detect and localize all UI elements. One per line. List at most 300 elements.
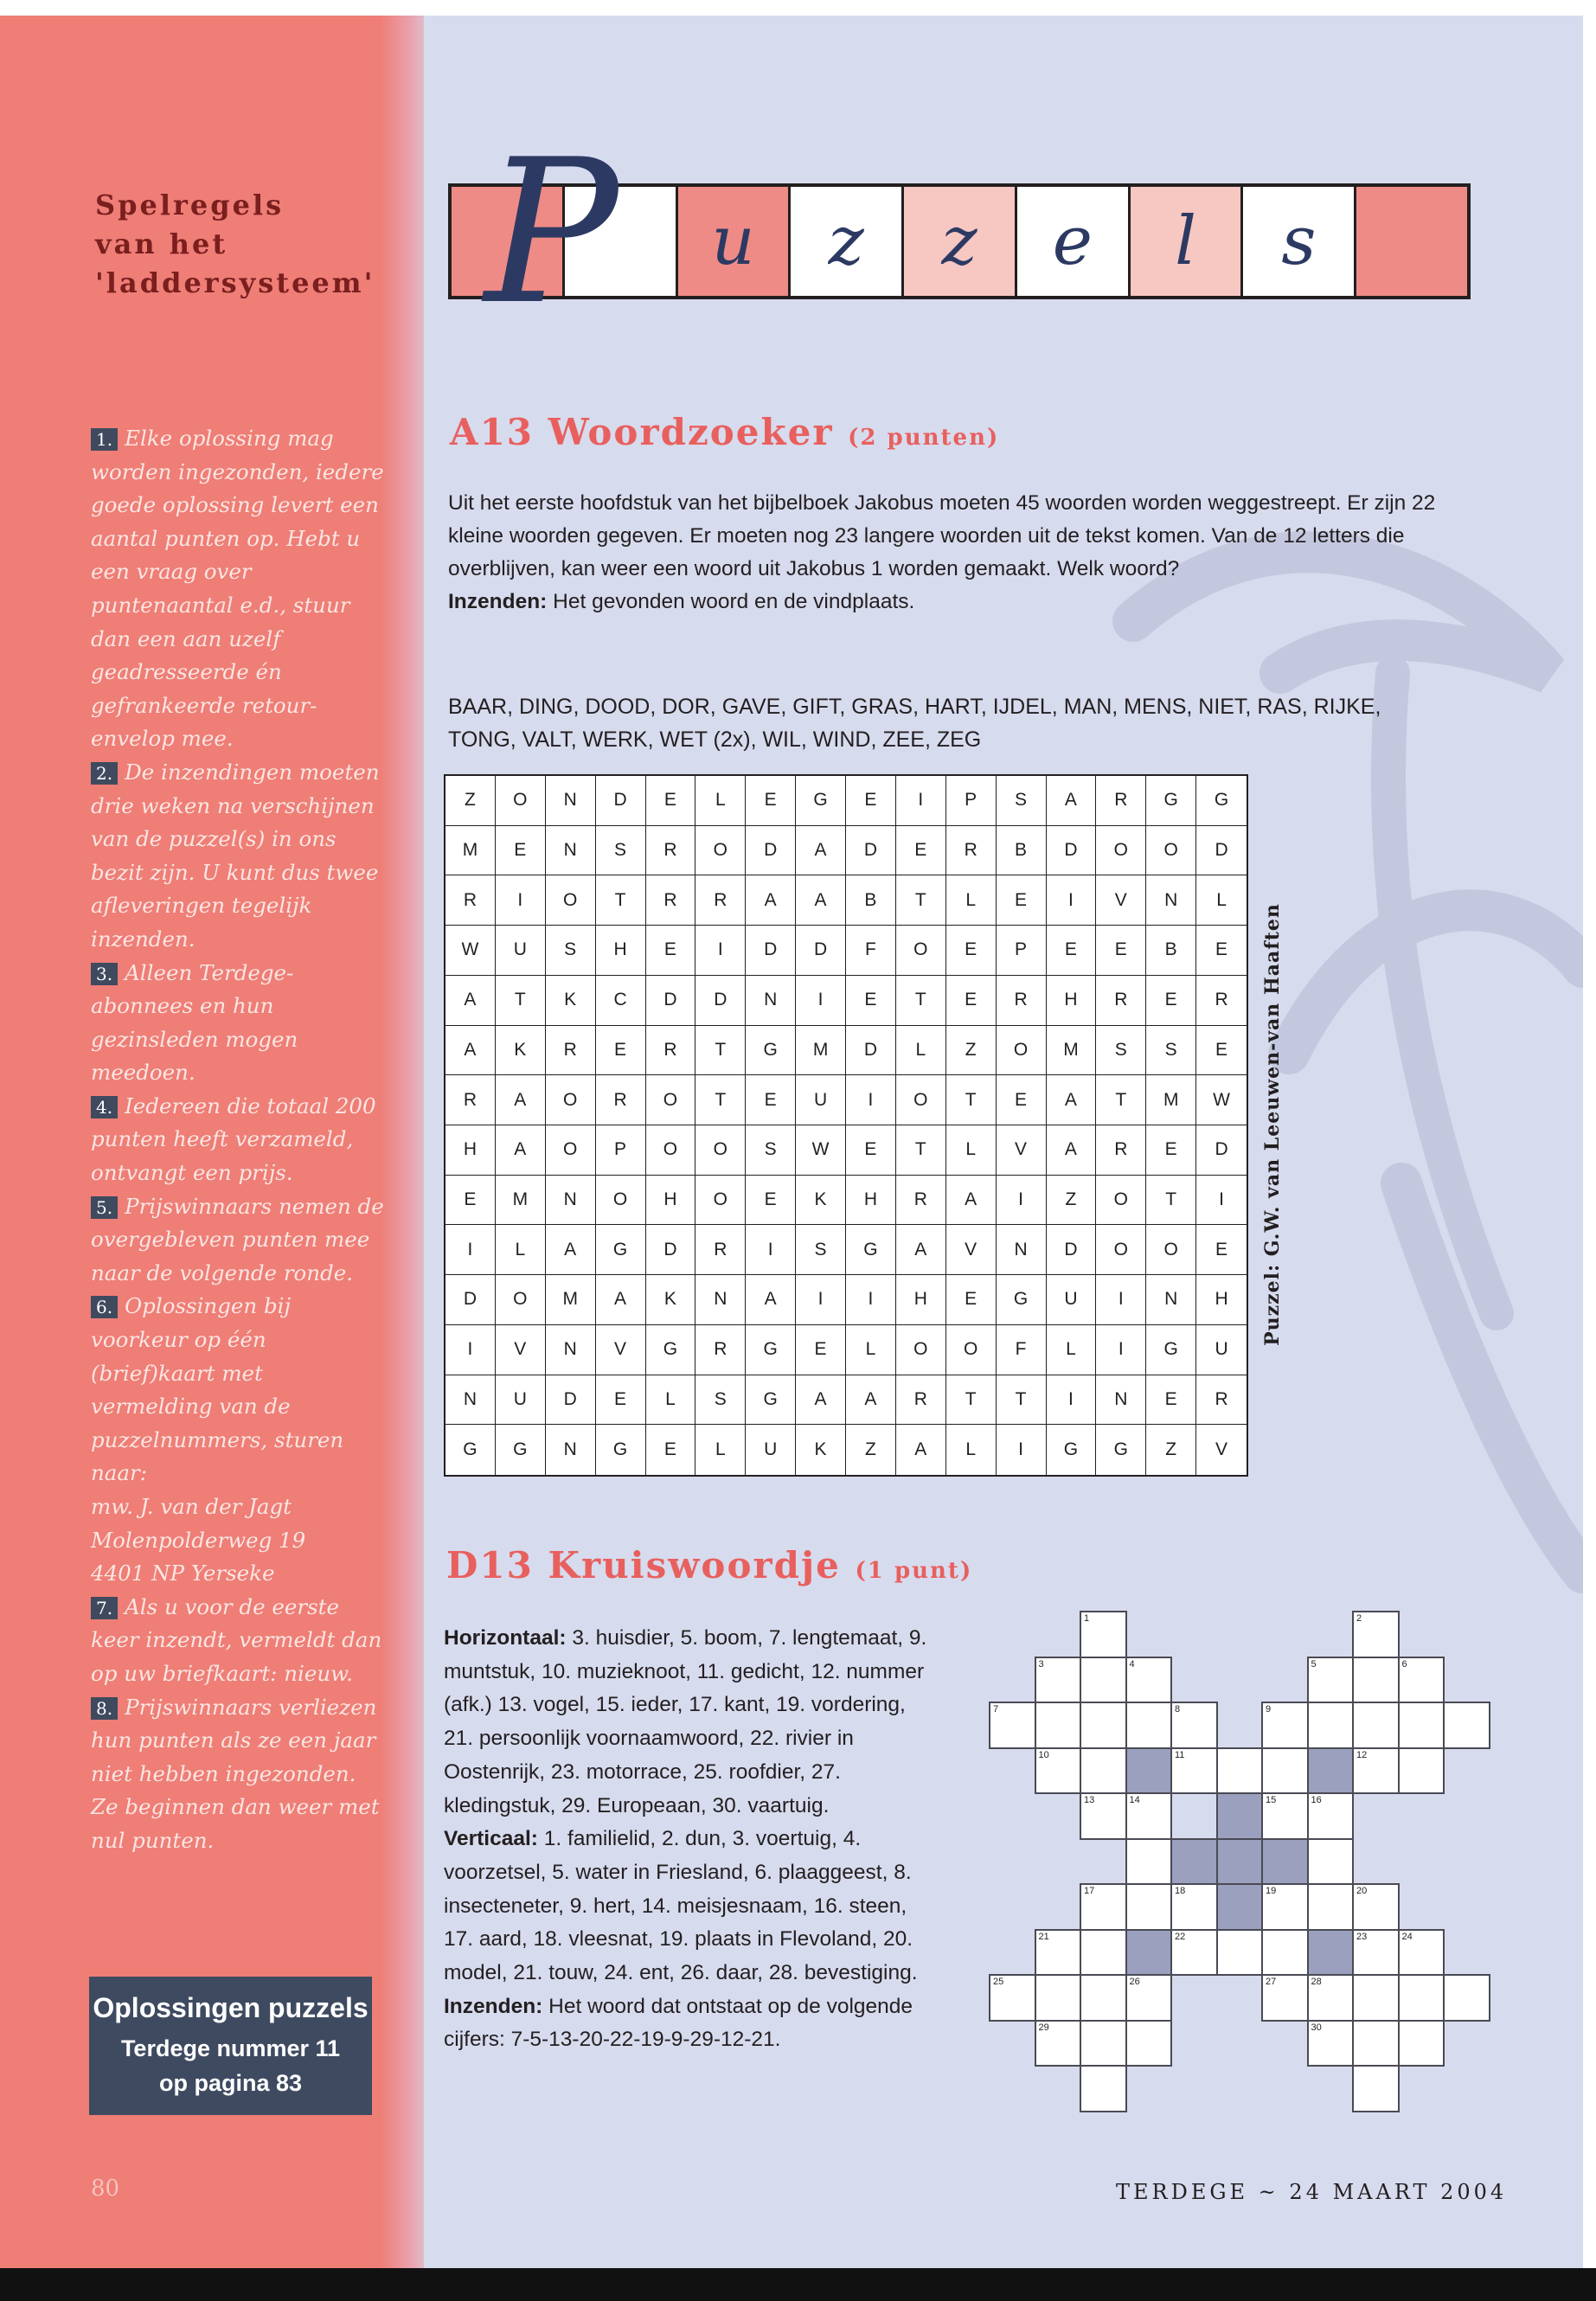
word-search-cell: A <box>746 1275 796 1325</box>
word-search-cell: L <box>646 1375 696 1426</box>
word-search-cell: D <box>1196 1125 1247 1176</box>
word-search-cell: A <box>1047 776 1097 826</box>
word-search-cell: E <box>846 776 896 826</box>
word-search-cell: I <box>1096 1325 1146 1375</box>
word-search-cell: L <box>1047 1325 1097 1375</box>
crossword-cell-number: 17 <box>1084 1886 1095 1896</box>
word-search-cell: M <box>496 1176 546 1226</box>
word-search-cell: O <box>546 1075 596 1125</box>
crossword-cell-number: 22 <box>1175 1931 1186 1942</box>
word-search-cell: T <box>997 1375 1047 1426</box>
banner-initial-letter: P <box>484 118 619 349</box>
word-search-cell: Z <box>846 1425 896 1475</box>
word-search-cell: R <box>695 875 746 926</box>
word-search-cell: E <box>997 875 1047 926</box>
word-search-cell: S <box>695 1375 746 1426</box>
word-search-cell: D <box>1047 826 1097 876</box>
word-search-cell: P <box>946 776 997 826</box>
solutions-box-line: Terdege nummer 11 <box>120 2035 341 2061</box>
crossword-cell-number: 4 <box>1129 1658 1135 1670</box>
word-search-cell: U <box>496 926 546 976</box>
word-search-cell: G <box>1047 1425 1097 1475</box>
rule-item <box>91 1090 385 1190</box>
word-search-cell: H <box>596 926 646 976</box>
word-search-cell: R <box>646 826 696 876</box>
word-search-cell: O <box>1146 826 1196 876</box>
word-search-cell: E <box>846 1125 896 1176</box>
word-search-cell: H <box>846 1176 896 1226</box>
word-search-cell: E <box>746 1176 796 1226</box>
crossword-cell-number: 20 <box>1356 1886 1368 1896</box>
word-search-cell: E <box>496 826 546 876</box>
word-search-cell: L <box>896 1026 946 1076</box>
word-search-cell: R <box>1196 976 1247 1026</box>
crossword-cell-number: 2 <box>1356 1613 1362 1624</box>
word-search-cell: R <box>896 1176 946 1226</box>
word-search-cell: I <box>997 1176 1047 1226</box>
word-search-cell: O <box>896 926 946 976</box>
rules-list <box>91 422 385 1858</box>
word-search-cell: O <box>695 1125 746 1176</box>
word-search-cell: E <box>1096 926 1146 976</box>
crossword-cell-number: 29 <box>1038 2022 1049 2033</box>
word-search-cell: L <box>946 875 997 926</box>
word-search-cell: P <box>596 1125 646 1176</box>
rule-text: Alleen Terdege-abonnees en hun gezinsleden mogen meedoen. <box>91 959 298 1086</box>
word-search-cell: W <box>796 1125 846 1176</box>
word-search-cell: E <box>796 1325 846 1375</box>
rule-text: Oplossingen bij voorkeur op één (brief)kaart met vermelding van de puzzelnummers, sturen naar: <box>91 1293 344 1486</box>
word-search-cell: T <box>1146 1176 1196 1226</box>
banner-letter: e <box>1052 202 1093 280</box>
word-search-cell: E <box>1146 1125 1196 1176</box>
rule-text: De inzendingen moeten drie weken na verschijnen van de puzzel(s) in ons bezit zijn. U kunt dus twee afleveringen tegelijk inzenden. <box>91 759 380 952</box>
banner-cell <box>1017 187 1131 296</box>
word-search-cell: R <box>1096 776 1146 826</box>
a13-intro <box>448 487 1452 619</box>
word-search-cell: O <box>646 1125 696 1176</box>
rule-text: Iedereen die totaal 200 punten heeft verzameld, ontvangt een prijs. <box>91 1093 376 1186</box>
word-search-cell: D <box>796 926 846 976</box>
word-search-cell: G <box>1096 1425 1146 1475</box>
crossword-cell-number: 19 <box>1266 1886 1277 1896</box>
word-search-cell: O <box>496 1275 546 1325</box>
word-search-cell: A <box>796 1375 846 1426</box>
word-search-cell: A <box>496 1075 546 1125</box>
word-search-cell: N <box>1146 875 1196 926</box>
word-search-cell: I <box>445 1225 496 1275</box>
word-search-cell: K <box>496 1026 546 1076</box>
word-search-cell: O <box>896 1075 946 1125</box>
word-search-cell: O <box>695 826 746 876</box>
word-search-cell: O <box>1096 1225 1146 1275</box>
puzzle-credit-text: Puzzel: G.W. van Leeuwen-van Haaften <box>1261 903 1284 1346</box>
word-search-cell: M <box>796 1026 846 1076</box>
rule-number: 1. <box>91 428 118 451</box>
word-search-cell: O <box>695 1176 746 1226</box>
crossword-cell-number: 8 <box>1175 1704 1181 1715</box>
a13-submit-label: Inzenden: <box>448 590 548 613</box>
word-search-cell: N <box>1096 1375 1146 1426</box>
clues-horizontal-label: Horizontaal: <box>444 1626 567 1650</box>
word-search-cell: D <box>646 976 696 1026</box>
word-search-cell: D <box>746 926 796 976</box>
word-search-cell: V <box>1215 1439 1228 1460</box>
word-search-cell: H <box>896 1275 946 1325</box>
word-search-cell: L <box>695 776 746 826</box>
banner-cell <box>1356 187 1467 296</box>
crossword-cell-number: 5 <box>1311 1658 1317 1670</box>
crossword-cell-number: 14 <box>1129 1795 1140 1805</box>
word-search-cell: D <box>1196 826 1247 876</box>
a13-submit-text: Het gevonden woord en de vindplaats. <box>553 590 915 613</box>
word-search-cell: I <box>1047 875 1097 926</box>
word-search-cell: N <box>546 1425 596 1475</box>
word-search-cell: R <box>997 976 1047 1026</box>
word-search-cell: H <box>1047 976 1097 1026</box>
word-search-cell: I <box>1196 1176 1247 1226</box>
word-search-cell: N <box>546 826 596 876</box>
word-search-cell: A <box>445 976 496 1026</box>
word-search-cell: H <box>445 1125 496 1176</box>
word-search-cell: E <box>896 826 946 876</box>
word-search-cell: V <box>946 1225 997 1275</box>
banner-cell <box>791 187 904 296</box>
word-search-cell: E <box>1196 1225 1247 1275</box>
word-search-cell: E <box>646 776 696 826</box>
word-search-cell: E <box>746 1075 796 1125</box>
rule-item <box>91 1190 385 1291</box>
word-search-cell: T <box>496 976 546 1026</box>
word-search-cell: E <box>946 926 997 976</box>
crossword-cell-number: 3 <box>1038 1658 1044 1670</box>
word-search-cell: K <box>646 1275 696 1325</box>
word-search-cell: O <box>596 1176 646 1226</box>
word-search-cell: G <box>1196 776 1247 826</box>
rule-number: 6. <box>91 1296 118 1318</box>
word-search-cell: B <box>846 875 896 926</box>
word-search-cell: G <box>997 1275 1047 1325</box>
word-search-cell: L <box>946 1425 997 1475</box>
sidebar-title <box>95 186 381 303</box>
rule-number: 8. <box>91 1697 118 1720</box>
page-number: 80 <box>91 2176 120 2202</box>
word-search-cell: F <box>997 1325 1047 1375</box>
word-search-cell: R <box>1196 1375 1247 1426</box>
word-search-cell: M <box>1047 1026 1097 1076</box>
word-search-cell: E <box>646 926 696 976</box>
crossword-cell-number: 28 <box>1311 1977 1322 1987</box>
rule-item <box>91 1290 385 1590</box>
word-search-cell: L <box>946 1125 997 1176</box>
word-search-cell: G <box>596 1425 646 1475</box>
word-search-cell: R <box>445 875 496 926</box>
solutions-box-title: Oplossingen puzzels <box>93 1992 369 2023</box>
word-search-cell: L <box>846 1325 896 1375</box>
word-search-cell: D <box>746 826 796 876</box>
d13-submit-text: Het woord dat ontstaat op de volgende cijfers: 7-5-13-20-22-19-9-29-12-21. <box>444 1994 913 2052</box>
word-search-cell: R <box>646 1026 696 1076</box>
crossword-cell-number: 7 <box>993 1704 999 1715</box>
word-search-cell: E <box>1047 926 1097 976</box>
d13-title <box>446 1544 972 1586</box>
word-search-cell: R <box>445 1075 496 1125</box>
word-search-cell: T <box>896 1125 946 1176</box>
crossword-cell-number: 15 <box>1266 1795 1277 1805</box>
word-search-cell: T <box>596 875 646 926</box>
word-search-cell: B <box>1146 926 1196 976</box>
top-margin <box>0 0 1596 16</box>
crossword-cell-number: 26 <box>1129 1977 1140 1987</box>
word-search-cell: E <box>1196 1026 1247 1076</box>
word-search-cell: O <box>546 1125 596 1176</box>
crossword-cell-number: 12 <box>1356 1749 1368 1760</box>
word-search-cell: H <box>1196 1275 1247 1325</box>
word-search-cell: A <box>1047 1125 1097 1176</box>
word-search-cell: U <box>496 1375 546 1426</box>
word-search-cell: H <box>646 1176 696 1226</box>
word-search-cell: G <box>846 1225 896 1275</box>
solutions-box-line: op pagina 83 <box>158 2070 303 2096</box>
word-search-cell: I <box>496 875 546 926</box>
word-search-cell: K <box>796 1176 846 1226</box>
word-search-cell: O <box>1146 1225 1196 1275</box>
rule-text: Prijswinnaars verliezen hun punten als ze een jaar niet hebben ingezonden. Ze beginnen dan weer met nul punten. <box>91 1694 380 1853</box>
rule-number: 2. <box>91 762 118 785</box>
word-search-cell: I <box>746 1225 796 1275</box>
word-search-cell: A <box>946 1176 997 1226</box>
word-search-cell: R <box>596 1075 646 1125</box>
word-search-cell: D <box>646 1225 696 1275</box>
word-search-cell: D <box>546 1375 596 1426</box>
word-search-cell: E <box>846 976 896 1026</box>
word-search-cell: O <box>496 776 546 826</box>
word-search-cell: E <box>646 1425 696 1475</box>
word-search-cell: T <box>896 875 946 926</box>
crossword-cell-number: 30 <box>1311 2022 1322 2033</box>
word-search-cell: V <box>496 1325 546 1375</box>
banner-letter: z <box>828 202 864 280</box>
word-search-cell: M <box>445 826 496 876</box>
clues-vertical-label: Verticaal: <box>444 1827 538 1851</box>
banner-letter: u <box>711 202 755 280</box>
word-search-cell: E <box>445 1176 496 1226</box>
word-search-cell: S <box>546 926 596 976</box>
word-search-cell: O <box>646 1075 696 1125</box>
a13-title <box>450 411 999 453</box>
word-search-cell: N <box>1146 1275 1196 1325</box>
word-search-cell: I <box>445 1325 496 1375</box>
word-search-cell: A <box>796 826 846 876</box>
clues-vertical-text: 1. familielid, 2. dun, 3. voertuig, 4. voorzetsel, 5. water in Friesland, 6. plaaggeest, 8. insecteneter, 9. hert, 14. meisjesnaam, 16. steen, 17. aard, 18. vleesnat, 19. plaats in Flevoland, 20. model, 21. touw, 24. ent, 26. daar, 28. bevestiging. <box>444 1827 918 1985</box>
crossword-cell-number: 23 <box>1356 1931 1368 1942</box>
word-search-cell: A <box>896 1225 946 1275</box>
word-search-cell: M <box>1146 1075 1196 1125</box>
word-search-cell: E <box>1146 976 1196 1026</box>
d13-clues <box>444 1622 928 2057</box>
word-search-cell: K <box>546 976 596 1026</box>
address-line: Molenpolderweg 19 <box>91 1527 306 1553</box>
word-search-cell: E <box>596 1375 646 1426</box>
rule-text: Elke oplossing mag worden ingezonden, iedere goede oplossing levert een aantal punten op. Hebt u een vraag over puntenaantal e.d., stuur dan een aan uzelf geadresseerde én gefrankeerde retour-envelop mee. <box>91 426 384 752</box>
word-search-cell: N <box>997 1225 1047 1275</box>
word-search-cell: E <box>946 976 997 1026</box>
word-search-cell: L <box>1196 875 1247 926</box>
d13-submit <box>444 1990 928 2057</box>
word-search-grid <box>444 774 1248 1477</box>
crossword-cell-number: 1 <box>1084 1613 1090 1624</box>
word-search-cell: O <box>1096 1176 1146 1226</box>
word-search-cell: V <box>1096 875 1146 926</box>
word-search-cell: E <box>946 1275 997 1325</box>
word-search-cell: T <box>695 1075 746 1125</box>
word-search-cell: I <box>896 776 946 826</box>
word-search-cell: L <box>496 1225 546 1275</box>
word-search-cell: A <box>596 1275 646 1325</box>
word-search-cell: I <box>846 1275 896 1325</box>
word-search-cell: V <box>997 1125 1047 1176</box>
crossword-cell-number: 9 <box>1266 1704 1272 1715</box>
rule-item <box>91 957 385 1090</box>
word-search-cell: E <box>596 1026 646 1076</box>
word-search-cell: A <box>496 1125 546 1176</box>
crossword-cell-number: 6 <box>1401 1658 1407 1670</box>
word-search-cell: U <box>1196 1325 1247 1375</box>
a13-name: Woordzoeker <box>548 411 834 453</box>
word-search-cell: N <box>746 976 796 1026</box>
sidebar-title-line: Spelregels <box>95 189 285 221</box>
banner-cell <box>678 187 792 296</box>
word-search-cell: W <box>1196 1075 1247 1125</box>
word-search-cell: R <box>1096 976 1146 1026</box>
address-line: 4401 NP Yerseke <box>91 1561 275 1586</box>
word-search-cell: B <box>997 826 1047 876</box>
word-search-cell: L <box>695 1425 746 1475</box>
crossword-cell-number: 13 <box>1084 1795 1095 1805</box>
word-search-cell: N <box>445 1375 496 1426</box>
word-search-cell: R <box>695 1225 746 1275</box>
word-search-cell: A <box>796 875 846 926</box>
bottom-edge <box>0 2268 1596 2301</box>
word-search-cell: E <box>997 1075 1047 1125</box>
sidebar-title-line: 'laddersysteem' <box>95 266 375 299</box>
word-search-cell: I <box>796 976 846 1026</box>
rule-number: 7. <box>91 1597 118 1619</box>
word-search-cell: E <box>1196 926 1247 976</box>
word-search-cell: G <box>445 1425 496 1475</box>
word-search-cell: D <box>846 826 896 876</box>
word-search-cell: G <box>1146 776 1196 826</box>
crossword-cell-number: 11 <box>1175 1749 1185 1760</box>
magazine-footer: TERDEGE ~ 24 MAART 2004 <box>1116 2180 1508 2204</box>
word-search-cell: W <box>445 926 496 976</box>
word-search-cell: O <box>1096 826 1146 876</box>
word-search-cell: O <box>946 1325 997 1375</box>
word-search-cell: I <box>1047 1375 1097 1426</box>
word-search-cell: A <box>1047 1075 1097 1125</box>
crossword-cell-number: 10 <box>1038 1749 1049 1760</box>
word-search-cell: O <box>997 1026 1047 1076</box>
d13-code: D13 <box>446 1544 534 1586</box>
word-search-cell: S <box>1096 1026 1146 1076</box>
word-search-cell: N <box>546 1325 596 1375</box>
d13-points: (1 punt) <box>855 1558 973 1584</box>
word-search-cell: T <box>946 1075 997 1125</box>
word-search-cell: G <box>646 1325 696 1375</box>
word-search-cell: D <box>846 1026 896 1076</box>
word-search-cell: G <box>496 1425 546 1475</box>
word-search-cell: T <box>1096 1075 1146 1125</box>
rule-item <box>91 422 385 756</box>
word-search-cell: R <box>896 1375 946 1426</box>
rule-item <box>91 1591 385 1691</box>
word-search-cell: K <box>796 1425 846 1475</box>
rule-number: 3. <box>91 963 118 985</box>
word-search-cell: D <box>695 976 746 1026</box>
word-search-cell: E <box>1146 1375 1196 1426</box>
address-line: mw. J. van der Jagt <box>91 1494 292 1519</box>
word-search-cell: G <box>746 1026 796 1076</box>
crossword-cell-number: 24 <box>1401 1931 1413 1942</box>
word-search-cell: G <box>596 1225 646 1275</box>
banner-cell <box>1131 187 1244 296</box>
banner-letter: s <box>1281 202 1317 280</box>
banner-cell <box>1243 187 1356 296</box>
crossword-cell-number: 25 <box>993 1977 1004 1987</box>
rule-number: 4. <box>91 1096 118 1118</box>
banner-letter: z <box>941 202 977 280</box>
word-search-cell: Z <box>1146 1425 1196 1475</box>
word-search-cell: C <box>596 976 646 1026</box>
word-search-cell: S <box>796 1225 846 1275</box>
word-search-cell: A <box>746 875 796 926</box>
crossword-cell-number: 27 <box>1266 1977 1277 1987</box>
word-search-cell: I <box>796 1275 846 1325</box>
word-search-cell: G <box>1146 1325 1196 1375</box>
a13-word-list: BAAR, DING, DOOD, DOR, GAVE, GIFT, GRAS, HART, IJDEL, MAN, MENS, NIET, RAS, RIJKE, TONG, VALT, WERK, WET (2x), WIL, WIND, ZEE, ZEG <box>448 695 1381 752</box>
word-search-cell: T <box>946 1375 997 1426</box>
word-search-cell: S <box>997 776 1047 826</box>
word-search-cell: A <box>546 1225 596 1275</box>
word-search-cell: I <box>1096 1275 1146 1325</box>
clues-horizontal <box>444 1622 928 1823</box>
a13-code: A13 <box>450 411 535 453</box>
crossword-cell-number: 16 <box>1311 1795 1322 1805</box>
word-search-cell: I <box>695 926 746 976</box>
word-search-cell: Z <box>1047 1176 1097 1226</box>
crossword-cell-number: 18 <box>1175 1886 1186 1896</box>
word-search-cell: R <box>695 1325 746 1375</box>
word-search-cell: D <box>596 776 646 826</box>
crossword-cell-number: 21 <box>1038 1931 1049 1942</box>
word-search-cell: Z <box>946 1026 997 1076</box>
clues-vertical <box>444 1823 928 1990</box>
d13-name: Kruiswoordje <box>548 1544 841 1586</box>
rule-text: Prijswinnaars nemen de overgebleven punten mee naar de volgende ronde. <box>91 1193 384 1285</box>
rule-item <box>91 756 385 957</box>
word-search-cell: O <box>896 1325 946 1375</box>
word-search-cell: R <box>946 826 997 876</box>
word-search-cell: S <box>1146 1026 1196 1076</box>
word-search-cell: P <box>997 926 1047 976</box>
word-search-cell: F <box>846 926 896 976</box>
word-search-cell: A <box>445 1026 496 1076</box>
word-search-cell: A <box>846 1375 896 1426</box>
word-search-cell: R <box>1096 1125 1146 1176</box>
word-search-cell: A <box>896 1425 946 1475</box>
word-search-cell: G <box>746 1375 796 1426</box>
banner-cell <box>904 187 1017 296</box>
